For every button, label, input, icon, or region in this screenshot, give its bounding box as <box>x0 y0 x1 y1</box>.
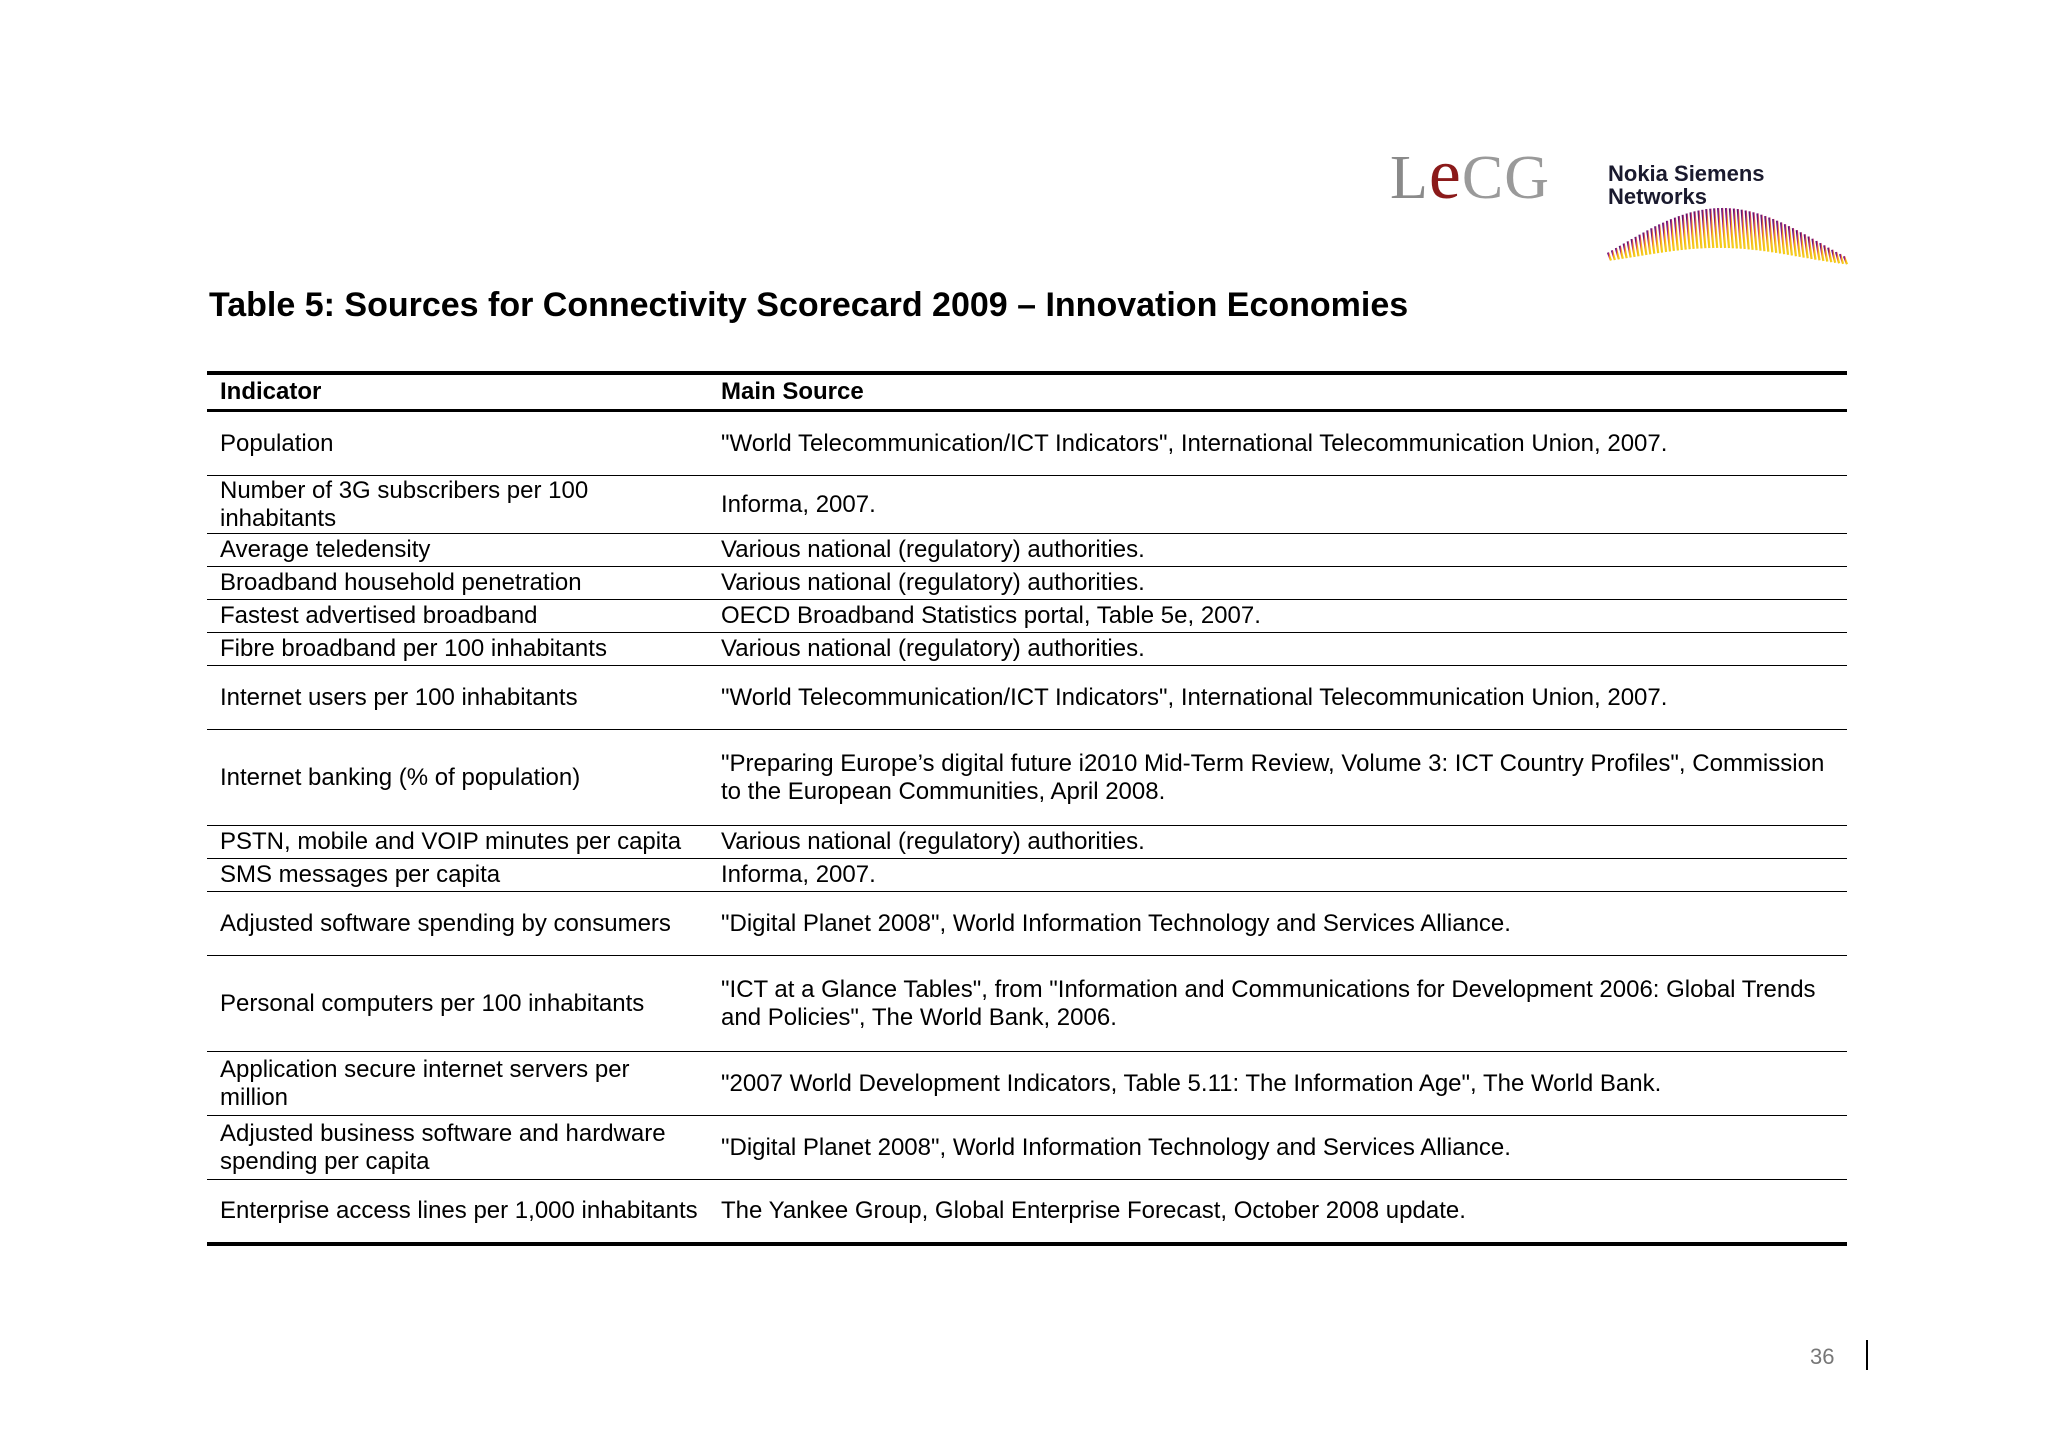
source-cell: The Yankee Group, Global Enterprise Forecast, October 2008 update. <box>721 1197 1466 1224</box>
lecg-logo-e: e <box>1428 134 1462 214</box>
table-row <box>207 859 1847 892</box>
nsn-logo-line1: Nokia Siemens <box>1608 161 1765 186</box>
nsn-wave-stroke <box>1828 248 1831 263</box>
nsn-wave-stroke <box>1659 224 1662 252</box>
table-row <box>207 730 1847 826</box>
nsn-wave-stroke <box>1754 212 1757 250</box>
nsn-wave-stroke <box>1820 243 1823 261</box>
indicator-cell: Internet banking (% of population) <box>220 763 581 791</box>
header-main-source: Main Source <box>721 378 864 405</box>
nsn-wave-stroke <box>1781 222 1784 254</box>
nsn-wave-stroke <box>1632 239 1635 257</box>
nsn-wave-stroke <box>1608 253 1611 261</box>
header-indicator: Indicator <box>220 378 322 405</box>
nsn-wave-stroke <box>1702 210 1705 248</box>
nsn-wave-stroke <box>1706 209 1709 248</box>
source-cell: "2007 World Development Indicators, Table 5.11: The Information Age", The World Bank. <box>721 1069 1662 1097</box>
indicator-cell: PSTN, mobile and VOIP minutes per capita <box>220 828 682 855</box>
indicator-cell: Broadband household penetration <box>220 569 582 596</box>
nsn-wave-stroke <box>1746 211 1749 250</box>
nsn-wave-stroke <box>1817 241 1820 260</box>
nsn-wave-stroke <box>1742 210 1745 249</box>
nsn-wave-stroke <box>1761 215 1764 252</box>
source-cell: OECD Broadband Statistics portal, Table 5e, 2007. <box>721 602 1261 629</box>
table-row <box>207 534 1847 567</box>
nsn-wave-stroke <box>1663 223 1666 252</box>
nsn-wave-stroke <box>1809 237 1812 260</box>
indicator-cell: Application secure internet servers per million <box>220 1055 630 1111</box>
page-number: 36 <box>1810 1344 1835 1369</box>
nsn-wave-stroke <box>1612 250 1615 260</box>
indicator-cell: Adjusted software spending by consumers <box>220 909 671 937</box>
table-row <box>207 412 1847 476</box>
nsn-wave-stroke <box>1655 226 1658 253</box>
nsn-wave-stroke <box>1675 218 1678 251</box>
nsn-wave-stroke <box>1647 230 1650 254</box>
table-header-row <box>207 375 1847 412</box>
table-row <box>207 1052 1847 1116</box>
nsn-wave-stroke <box>1683 215 1686 250</box>
source-cell: Informa, 2007. <box>721 861 876 888</box>
nsn-wave-stroke <box>1734 209 1737 249</box>
table-row <box>207 826 1847 859</box>
table-row <box>207 600 1847 633</box>
nsn-wave-stroke <box>1836 252 1839 263</box>
nsn-wave-stroke <box>1714 208 1717 248</box>
nsn-wave-stroke <box>1691 212 1694 249</box>
indicator-cell: Average teledensity <box>220 536 431 563</box>
nsn-wave-stroke <box>1726 208 1729 248</box>
source-cell: "Digital Planet 2008", World Information Technology and Services Alliance. <box>721 1133 1511 1161</box>
source-cell: "Preparing Europe’s digital future i2010 Mid-Term Review, Volume 3: ICT Country Profiles", Commission to the European Communities, April 2008. <box>721 749 1825 805</box>
nsn-wave-stroke <box>1765 216 1768 252</box>
table-row <box>207 567 1847 600</box>
table-title: Table 5: Sources for Connectivity Scorecard 2009 – Innovation Economies <box>209 286 1409 324</box>
nsn-wave-stroke <box>1667 221 1670 252</box>
nsn-wave-stroke <box>1636 237 1639 256</box>
nsn-wave-stroke <box>1769 218 1772 253</box>
nsn-wave-stroke <box>1628 241 1631 257</box>
indicator-cell: Internet users per 100 inhabitants <box>220 683 578 711</box>
nsn-wave-icon <box>1596 162 1856 274</box>
nsn-wave-stroke <box>1687 214 1690 250</box>
indicator-cell: Fibre broadband per 100 inhabitants <box>220 635 607 662</box>
nsn-wave-stroke <box>1679 216 1682 250</box>
nsn-wave-stroke <box>1824 245 1827 261</box>
table-row <box>207 666 1847 730</box>
nsn-wave-stroke <box>1616 248 1619 259</box>
indicator-cell: Fastest advertised broadband <box>220 602 538 629</box>
source-cell: Various national (regulatory) authorities. <box>721 828 1145 855</box>
lecg-logo <box>1390 134 1550 214</box>
nsn-wave-stroke <box>1840 254 1843 264</box>
table-row <box>207 1180 1847 1246</box>
table-row <box>207 633 1847 666</box>
table-row <box>207 892 1847 956</box>
indicator-cell: Adjusted business software and hardware spending per capita <box>220 1119 666 1175</box>
lecg-logo-l: L <box>1390 144 1429 212</box>
lecg-logo-cg: CG <box>1461 144 1550 212</box>
indicator-cell: SMS messages per capita <box>220 861 501 888</box>
nsn-wave-stroke <box>1793 228 1796 256</box>
nsn-wave-stroke <box>1730 208 1733 248</box>
table-row <box>207 476 1847 534</box>
nsn-logo-line2: Networks <box>1608 184 1708 209</box>
source-cell: Informa, 2007. <box>721 490 876 518</box>
indicator-cell: Enterprise access lines per 1,000 inhabitants <box>220 1197 698 1224</box>
nsn-wave-stroke <box>1758 213 1761 250</box>
source-cell: "World Telecommunication/ICT Indicators", International Telecommunication Union, 2007. <box>721 429 1668 457</box>
source-cell: Various national (regulatory) authorities. <box>721 536 1145 563</box>
nsn-wave-stroke <box>1695 211 1698 248</box>
nsn-wave-stroke <box>1651 228 1654 253</box>
nsn-wave-stroke <box>1844 256 1847 264</box>
source-cell: Various national (regulatory) authorities. <box>721 635 1145 662</box>
nsn-wave-stroke <box>1710 209 1713 248</box>
nsn-wave-stroke <box>1699 211 1702 249</box>
nsn-wave-stroke <box>1797 230 1800 257</box>
nsn-wave-stroke <box>1789 226 1792 255</box>
nsn-wave-stroke <box>1785 224 1788 255</box>
nsn-wave-stroke <box>1832 250 1835 263</box>
indicator-cell: Number of 3G subscribers per 100 inhabitants <box>220 476 589 532</box>
nsn-wave-stroke <box>1643 233 1646 256</box>
nsn-wave-stroke <box>1738 209 1741 249</box>
nsn-wave-stroke <box>1671 219 1674 251</box>
nsn-wave-stroke <box>1620 246 1623 259</box>
sources-table <box>207 371 1847 1246</box>
source-cell: "Digital Planet 2008", World Information Technology and Services Alliance. <box>721 909 1511 937</box>
table-row <box>207 1116 1847 1180</box>
source-cell: "World Telecommunication/ICT Indicators", International Telecommunication Union, 2007. <box>721 683 1668 711</box>
nsn-wave-stroke <box>1801 232 1804 257</box>
source-cell: "ICT at a Glance Tables", from "Information and Communications for Development 2006: Global Trends and Policies", The World Bank, 2006. <box>721 975 1816 1031</box>
nsn-wave-stroke <box>1805 234 1808 258</box>
nsn-wave-stroke <box>1773 219 1776 253</box>
source-cell: Various national (regulatory) authorities. <box>721 569 1145 596</box>
nsn-wave-stroke <box>1718 208 1721 248</box>
nokia-siemens-networks-logo <box>1608 162 1848 272</box>
nsn-wave-stroke <box>1640 235 1643 256</box>
indicator-cell: Population <box>220 429 334 457</box>
page-number-divider <box>1866 1340 1868 1370</box>
nsn-wave-stroke <box>1722 208 1725 248</box>
nsn-wave-stroke <box>1750 211 1753 250</box>
nsn-wave-stroke <box>1813 239 1816 260</box>
nsn-wave-stroke <box>1777 221 1780 254</box>
table-row <box>207 956 1847 1052</box>
nsn-wave-stroke <box>1624 244 1627 259</box>
indicator-cell: Personal computers per 100 inhabitants <box>220 989 645 1017</box>
